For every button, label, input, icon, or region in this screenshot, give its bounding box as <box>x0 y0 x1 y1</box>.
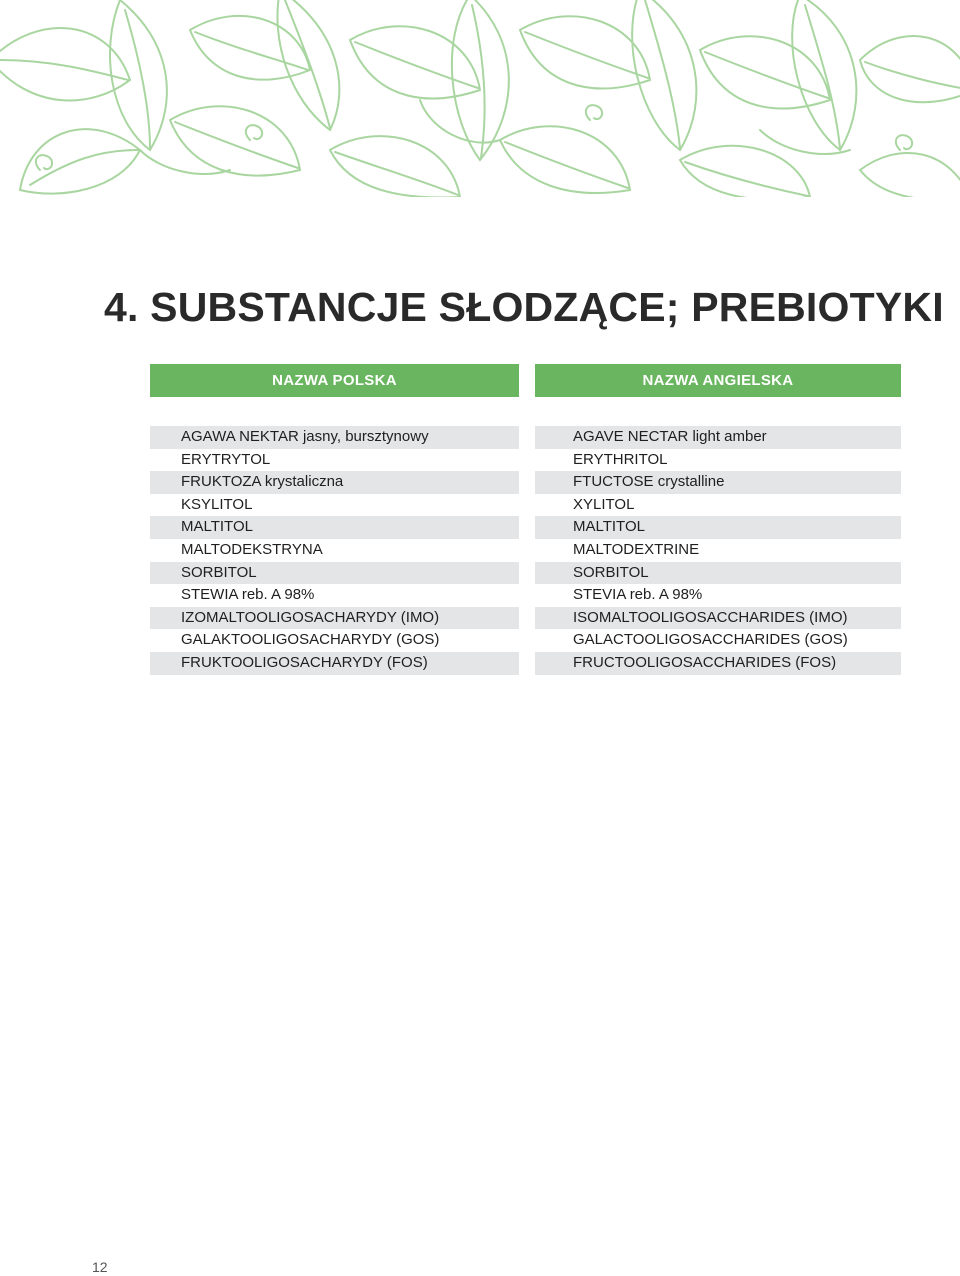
english-name-row: MALTODEXTRINE <box>573 540 700 558</box>
leaf-pattern-icon <box>0 0 960 197</box>
polish-name-column <box>150 364 519 675</box>
polish-column-header: NAZWA POLSKA <box>150 364 519 397</box>
english-name-row: SORBITOL <box>535 562 901 585</box>
page-number: 12 <box>92 1259 108 1275</box>
english-column-header: NAZWA ANGIELSKA <box>535 364 901 397</box>
english-name-row: ERYTHRITOL <box>573 450 668 468</box>
polish-name-row: STEWIA reb. A 98% <box>181 586 315 604</box>
leaf-pattern-banner <box>0 0 960 197</box>
polish-name-row: ERYTRYTOL <box>181 450 271 468</box>
english-name-row: MALTITOL <box>535 516 901 539</box>
english-name-row: XYLITOL <box>573 495 635 513</box>
polish-name-row: KSYLITOL <box>181 495 253 513</box>
polish-name-row: GALAKTOOLIGOSACHARYDY (GOS) <box>181 631 440 649</box>
english-name-row: ISOMALTOOLIGOSACCHARIDES (IMO) <box>535 607 901 630</box>
english-name-row: GALACTOOLIGOSACCHARIDES (GOS) <box>573 631 848 649</box>
english-name-row: FTUCTOSE crystalline <box>535 471 901 494</box>
polish-name-row: FRUKTOOLIGOSACHARYDY (FOS) <box>150 652 519 675</box>
polish-name-row: FRUKTOZA krystaliczna <box>150 471 519 494</box>
polish-name-row: AGAWA NEKTAR jasny, bursztynowy <box>150 426 519 449</box>
polish-name-list <box>150 426 519 675</box>
page-title: 4. SUBSTANCJE SŁODZĄCE; PREBIOTYKI <box>104 284 944 330</box>
english-name-column <box>535 364 901 675</box>
polish-name-row: IZOMALTOOLIGOSACHARYDY (IMO) <box>150 607 519 630</box>
english-name-row: STEVIA reb. A 98% <box>573 586 703 604</box>
polish-name-row: MALTODEKSTRYNA <box>181 540 323 558</box>
polish-name-row: MALTITOL <box>150 516 519 539</box>
polish-name-row: SORBITOL <box>150 562 519 585</box>
english-name-list <box>535 426 901 675</box>
english-name-row: FRUCTOOLIGOSACCHARIDES (FOS) <box>535 652 901 675</box>
english-name-row: AGAVE NECTAR light amber <box>535 426 901 449</box>
